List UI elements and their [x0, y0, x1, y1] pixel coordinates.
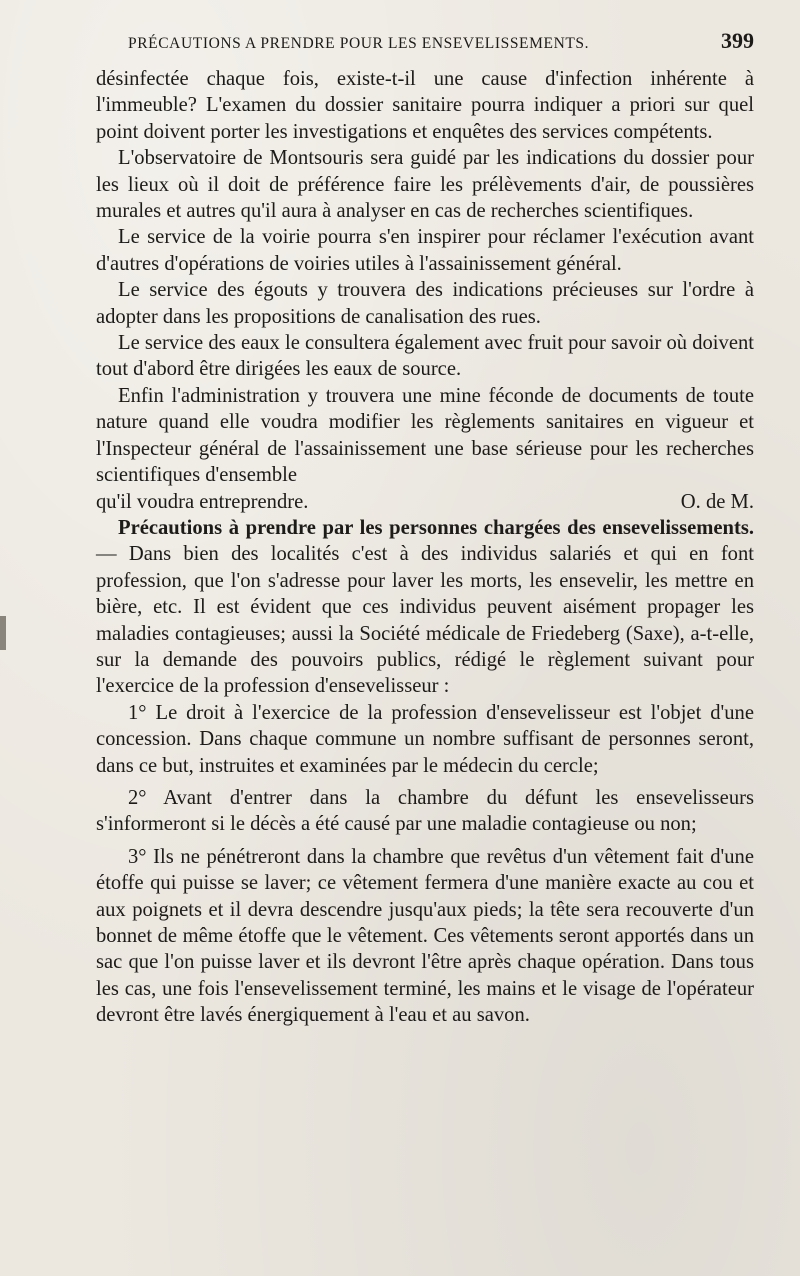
closing-text: qu'il voudra entreprendre.: [96, 490, 309, 513]
running-header: [128, 28, 754, 66]
page-number: 399: [721, 28, 754, 53]
rule-item-3: 3° Ils ne pénétreront dans la chambre que revêtus d'un vêtement fait d'une étoffe qui puisse se laver; ce vêtement fermera d'une manière exacte au cou et aux poignets et il devra descendre jusqu'aux pieds; la tête sera recouverte d'un bonnet de même étoffe que le vêtement. Ces vêtements seront apportés dans un sac que l'on puisse laver et ils devront l'être après chaque opération. Dans tous les cas, une fois l'ensevelissement terminé, les mains et le visage de l'opérateur devront être lavés énergiquement à l'eau et au savon.: [96, 845, 754, 1027]
paragraph-closing-line: [96, 489, 754, 515]
author-signature: O. de M.: [680, 490, 754, 513]
rule-item-1: 1° Le droit à l'exercice de la profession d'ensevelisseur est l'objet d'une concession. Dans chaque commune un nombre suffisant de personnes seront, dans ce but, instruites et examinées par le médecin du cercle;: [96, 701, 754, 777]
paragraph-administration: Enfin l'administration y trouvera une mine féconde de documents de toute nature quand elle voudra modifier les règlements sanitaires en vigueur et l'Inspecteur général de l'assainissement une base sérieuse pour les recherches scientifiques d'ensemble: [96, 384, 754, 487]
page-body: [96, 66, 754, 1029]
rule-item-2: 2° Avant d'entrer dans la chambre du défunt les ensevelisseurs s'informeront si le décès a été causé par une maladie contagieuse ou non;: [96, 786, 754, 836]
paragraph-observatoire: L'observatoire de Montsouris sera guidé par les indications du dossier pour les lieux où il doit de préférence faire les prélèvements d'air, de poussières murales et autres qu'il aura à analyser en cas de recherches scientifiques.: [96, 147, 754, 223]
section-heading: Précautions à prendre par les personnes chargées des ensevelissements.: [118, 516, 754, 539]
binding-edge-mark: [0, 616, 6, 650]
paragraph-eaux: Le service des eaux le consultera également avec fruit pour savoir où doivent tout d'abord être dirigées les eaux de source.: [96, 332, 754, 381]
paragraph-egouts: Le service des égouts y trouvera des indications précieuses sur l'ordre à adopter dans les propositions de canalisation des rues.: [96, 279, 754, 328]
paragraph-continuation: désinfectée chaque fois, existe-t-il une cause d'infection inhérente à l'immeuble? L'examen du dossier sanitaire pourra indiquer a priori sur quel point doivent porter les investigations et enquêtes des services compétents.: [96, 68, 754, 143]
section-text: — Dans bien des localités c'est à des individus salariés et qui en font profession, que l'on s'adresse pour laver les morts, les ensevelir, les mettre en bière, etc. Il est évident que ces individus peuvent aisément propager les maladies contagieuses; aussi la Société médicale de Friedeberg (Saxe), a-t-elle, sur la demande des pouvoirs publics, rédigé le règlement suivant pour l'exercice de la profession d'ensevelisseur :: [96, 543, 754, 698]
running-title: PRÉCAUTIONS A PRENDRE POUR LES ENSEVELISSEMENTS.: [128, 35, 590, 52]
section-paragraph: [96, 515, 754, 700]
paragraph-voirie: Le service de la voirie pourra s'en inspirer pour réclamer l'exécution avant d'autres d'opérations de voiries utiles à l'assainissement général.: [96, 226, 754, 275]
